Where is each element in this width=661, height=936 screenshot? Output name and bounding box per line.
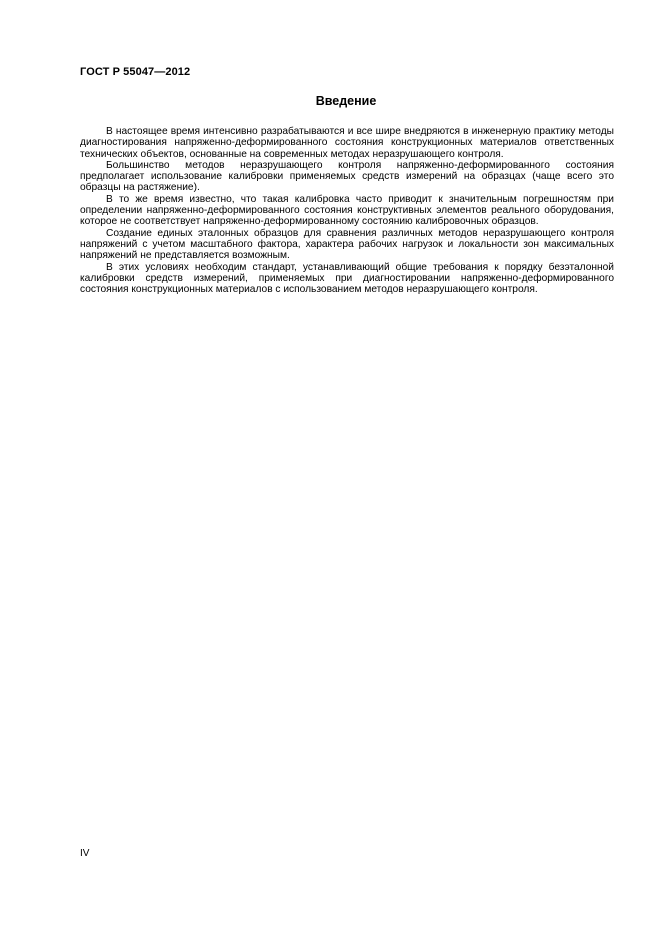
page-number: IV xyxy=(80,848,90,859)
document-header: ГОСТ Р 55047—2012 xyxy=(80,66,191,78)
section-title: Введение xyxy=(315,94,377,108)
paragraph-1: В настоящее время интенсивно разрабатываются и все шире внедряются в инженерную практику методы диагностирования напряженно-деформированного состояния конструкционных материалов ответственных технических объектов, основанные на современных методах неразрушающего контроля. xyxy=(80,126,614,160)
paragraph-4: Создание единых эталонных образцов для сравнения различных методов неразрушающего контроля напряжений с учетом масштабного фактора, характера рабочих нагрузок и локальности зон максимальных напряжений не представляется возможным. xyxy=(80,227,614,262)
section-body xyxy=(80,126,614,295)
paragraph-3: В то же время известно, что такая калибровка часто приводит к значительным погрешностям при определении напряженно-деформированного состояния конструктивных элементов реального оборудования, которое не соответствует напряженно-деформированному состоянию калибровочных образцов. xyxy=(80,193,614,228)
paragraph-2: Большинство методов неразрушающего контроля напряженно-деформированного состояния предполагает использование калибровки применяемых средств измерений на образцах (чаще всего это образцы на растяжение). xyxy=(80,159,614,194)
paragraph-5: В этих условиях необходим стандарт, устанавливающий общие требования к порядку безэталонной калибровки средств измерений, применяемых при диагностировании напряженно-деформированного состояния конструкционных материалов с использованием методов неразрушающего контроля. xyxy=(80,261,614,296)
